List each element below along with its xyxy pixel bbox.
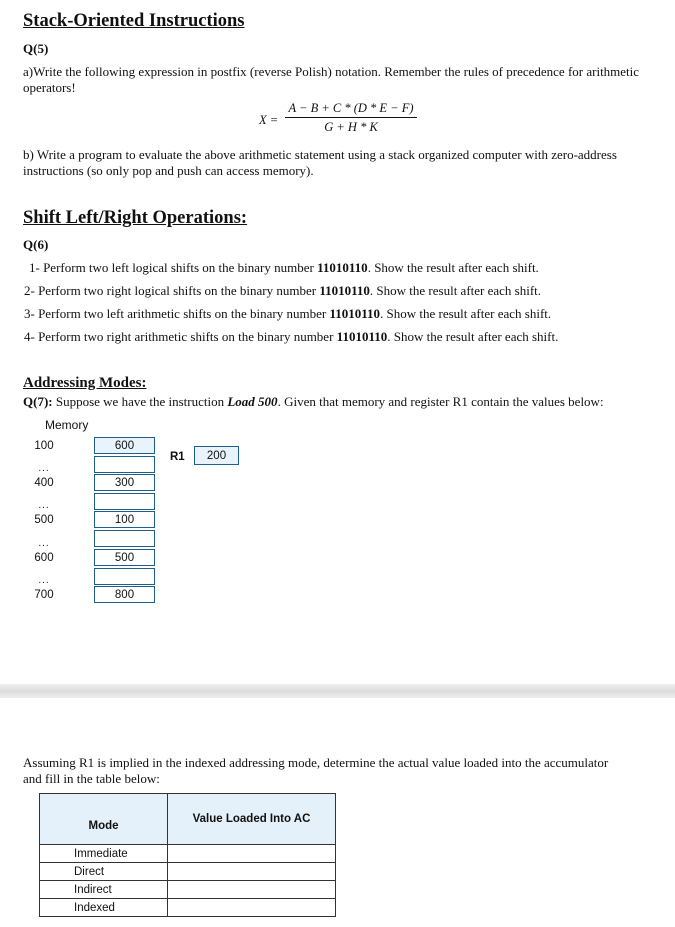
table-cell-value[interactable] <box>168 881 336 899</box>
memory-cell: 600 <box>94 437 155 454</box>
memory-cell-empty <box>94 493 155 510</box>
memory-ellipsis: ... <box>38 575 50 586</box>
page-divider <box>0 684 675 698</box>
register-r1-label: R1 <box>170 451 185 463</box>
table-row <box>40 899 336 917</box>
table-cell-value[interactable] <box>168 899 336 917</box>
memory-ellipsis: ... <box>38 538 50 549</box>
memory-cell: 500 <box>94 549 155 566</box>
memory-label: Memory <box>45 418 89 432</box>
shift-item-2: 2- Perform two right logical shifts on the binary number 11010110. Show the result after each shift. <box>24 283 542 298</box>
section-heading-shift: Shift Left/Right Operations: <box>23 208 248 228</box>
section-heading-stack: Stack-Oriented Instructions <box>23 11 245 31</box>
addressing-mode-table <box>39 793 336 917</box>
table-row <box>40 863 336 881</box>
table-header-mode: Mode <box>40 794 168 845</box>
register-r1-value: 200 <box>194 446 239 465</box>
table-cell-mode: Immediate <box>40 845 168 863</box>
table-cell-value[interactable] <box>168 863 336 881</box>
binary-number: 11010110 <box>317 260 368 275</box>
question-label-q7: Q(7): <box>23 394 53 409</box>
instruction-load: Load 500 <box>227 394 278 409</box>
formula-numerator: A − B + C * (D * E − F) <box>288 101 414 115</box>
binary-number: 11010110 <box>329 306 381 321</box>
table-row <box>40 845 336 863</box>
memory-cell: 300 <box>94 474 155 491</box>
memory-address: 500 <box>34 514 54 526</box>
table-header-row <box>40 794 336 845</box>
table-cell-mode: Indirect <box>40 881 168 899</box>
assumption-text: Assuming R1 is implied in the indexed addressing mode, determine the actual value loaded into the accumulator and fill in the table below: <box>23 755 609 786</box>
binary-number: 11010110 <box>336 329 388 344</box>
memory-cell: 100 <box>94 511 155 528</box>
memory-cell-empty <box>94 568 155 585</box>
shift-item-1: 1- Perform two left logical shifts on the binary number 11010110. Show the result after each shift. <box>29 260 539 275</box>
question-7-text: Q(7): Suppose we have the instruction Load 500. Given that memory and register R1 contain the values below: <box>23 394 604 409</box>
memory-address: 100 <box>34 440 54 452</box>
question-label-q5: Q(5) <box>23 41 49 56</box>
question-label-q6: Q(6) <box>23 237 49 252</box>
question-5b-text: b) Write a program to evaluate the above arithmetic statement using a stack organized computer with zero-address instructions (so only pop and push can access memory). <box>23 147 617 178</box>
memory-address: 600 <box>34 552 54 564</box>
question-5a-text: a)Write the following expression in postfix (reverse Polish) notation. Remember the rules of precedence for arithmetic operators! <box>23 64 640 95</box>
table-header-value: Value Loaded Into AC <box>168 794 336 845</box>
section-heading-addressing: Addressing Modes: <box>23 375 147 391</box>
memory-cell: 800 <box>94 586 155 603</box>
table-row <box>40 881 336 899</box>
memory-address: 700 <box>34 589 54 601</box>
table-cell-value[interactable] <box>168 845 336 863</box>
formula-denominator: G + H * K <box>324 120 378 134</box>
formula-fraction <box>285 101 417 135</box>
shift-item-3: 3- Perform two left arithmetic shifts on the binary number 11010110. Show the result after each shift. <box>24 306 552 321</box>
table-cell-mode: Direct <box>40 863 168 881</box>
memory-address: 400 <box>34 477 54 489</box>
fraction-bar <box>285 117 417 118</box>
formula-lhs: X = <box>259 113 279 127</box>
memory-ellipsis: ... <box>38 463 50 474</box>
memory-cell-empty <box>94 530 155 547</box>
shift-item-4: 4- Perform two right arithmetic shifts on the binary number 11010110. Show the result after each shift. <box>24 329 559 344</box>
binary-number: 11010110 <box>319 283 370 298</box>
memory-cell-empty <box>94 456 155 473</box>
memory-ellipsis: ... <box>38 500 50 511</box>
table-cell-mode: Indexed <box>40 899 168 917</box>
